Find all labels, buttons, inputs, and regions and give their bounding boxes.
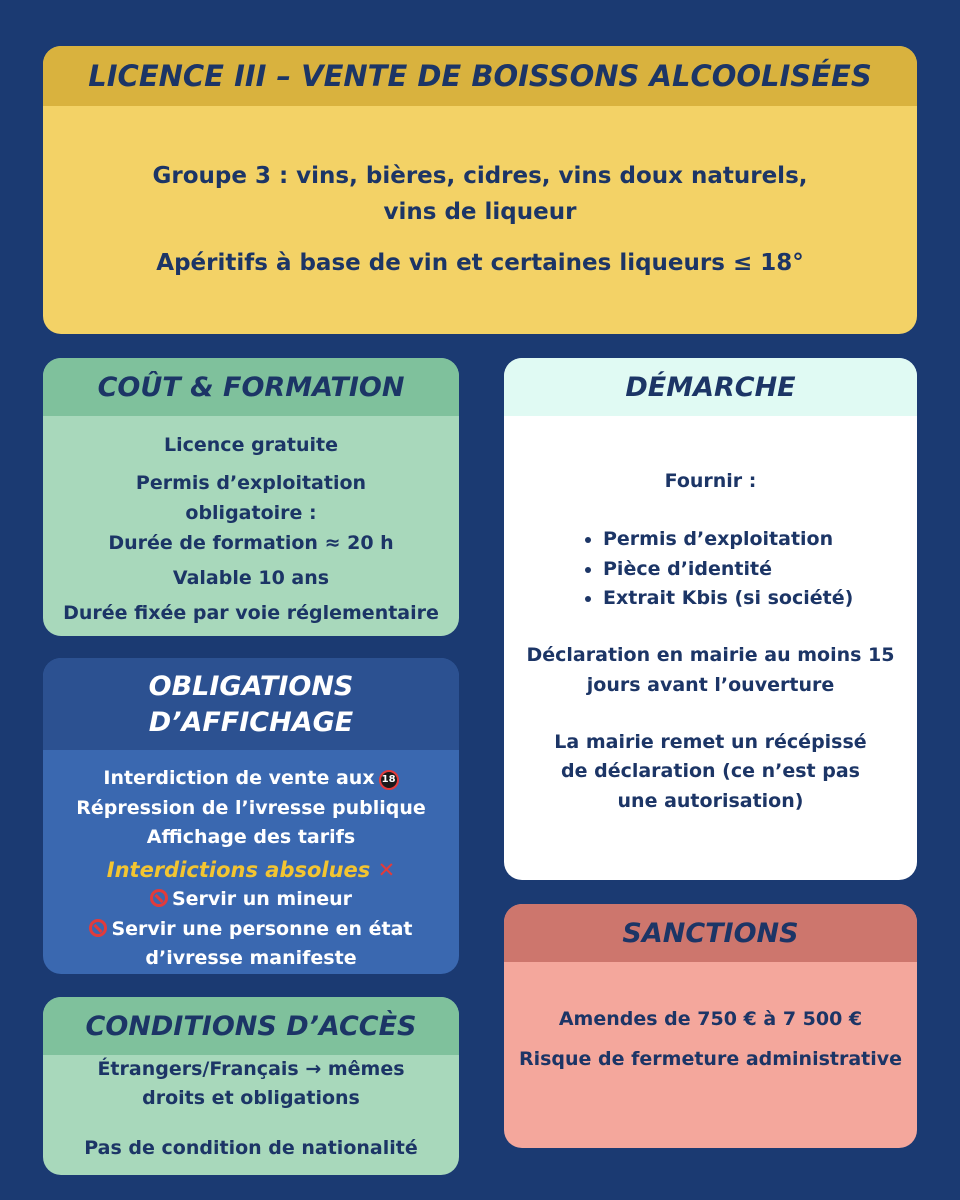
conditions-body [43,1055,459,1163]
forbidden-item [43,915,459,945]
obligations-title [43,658,459,750]
obligations-title-line-2: D’AFFICHAGE [148,707,354,738]
cout-item-reglementaire: Durée fixée par voie réglementaire [63,602,439,624]
forbidden-item-continued: d’ivresse manifeste [145,947,357,969]
demarche-title: DÉMARCHE [504,358,917,416]
forbidden-item-text: Servir une personne en état [111,917,413,940]
demarche-declaration-line-1: Déclaration en mairie au moins 15 [526,643,895,666]
no-entry-icon [89,919,107,937]
licence-card [43,46,917,334]
conditions-card [43,997,459,1175]
cout-item-permis-1: Permis d’exploitation [135,472,367,494]
demarche-doc-item: • Pièce d’identité [603,555,917,585]
conditions-title: CONDITIONS D’ACCÈS [43,997,459,1055]
sanctions-risque: Risque de fermeture administrative [518,1048,903,1070]
forbidden-item [43,885,459,915]
sanctions-title: SANCTIONS [504,904,917,962]
licence-group-line-2: vins de liqueur [383,199,577,225]
obligations-card [43,658,459,974]
licence-title: LICENCE III – VENTE DE BOISSONS ALCOOLISÉES [43,46,917,106]
demarche-body [504,470,917,816]
cout-formation-title: COÛT & FORMATION [43,358,459,416]
demarche-fournir-label: Fournir : [664,470,757,492]
cout-item-duree: Durée de formation ≈ 20 h [108,532,394,554]
obligations-body [43,750,459,974]
forbidden-item-text: Servir un mineur [171,888,353,910]
demarche-declaration [504,640,917,700]
sanctions-body [504,1008,917,1070]
obligation-item: Affichage des tarifs [146,826,356,848]
demarche-recepisse-line-2: de déclaration (ce n’est pas [561,760,860,782]
obligation-item [43,764,459,794]
demarche-doc-item: • Permis d’exploitation [603,525,917,555]
absolute-interdictions-heading [43,856,459,886]
cross-mark-icon: ✕ [377,857,396,882]
conditions-access-line-1: Étrangers/Français → mêmes [97,1058,405,1080]
no-entry-icon [150,889,168,907]
sanctions-card [504,904,917,1148]
cout-formation-body [43,416,459,628]
obligations-title-line-1: OBLIGATIONS [148,671,354,702]
obligation-item-text: Interdiction de vente aux [103,767,375,789]
cout-formation-card [43,358,459,636]
cout-item-licence: Licence gratuite [164,434,338,456]
licence-group-line-1: Groupe 3 : vins, bières, cidres, vins doux naturels, [152,163,808,189]
demarche-declaration-line-2: jours avant l’ouverture [586,673,835,696]
cout-item-permis-2: obligatoire : [185,502,317,524]
demarche-recepisse-line-1: La mairie remet un récépissé [554,730,867,753]
age-18-icon: 18 [379,770,399,790]
absolute-interdictions-label: Interdictions absolues [106,857,371,882]
demarche-docs-list [504,525,917,614]
demarche-doc-item: • Extrait Kbis (si société) [603,584,917,614]
cout-item-valable: Valable 10 ans [172,567,330,589]
demarche-recepisse-line-3: une autorisation) [617,789,804,812]
obligation-item: Répression de l’ivresse publique [76,796,426,819]
sanctions-amendes: Amendes de 750 € à 7 500 € [558,1008,863,1030]
demarche-recepisse [504,728,917,817]
conditions-access-line-2: droits et obligations [142,1087,360,1109]
conditions-nationality: Pas de condition de nationalité [84,1137,418,1159]
demarche-card [504,358,917,880]
licence-aperitif-text: Apéritifs à base de vin et certaines liqueurs ≤ 18° [156,250,804,276]
licence-group-text [43,158,917,230]
